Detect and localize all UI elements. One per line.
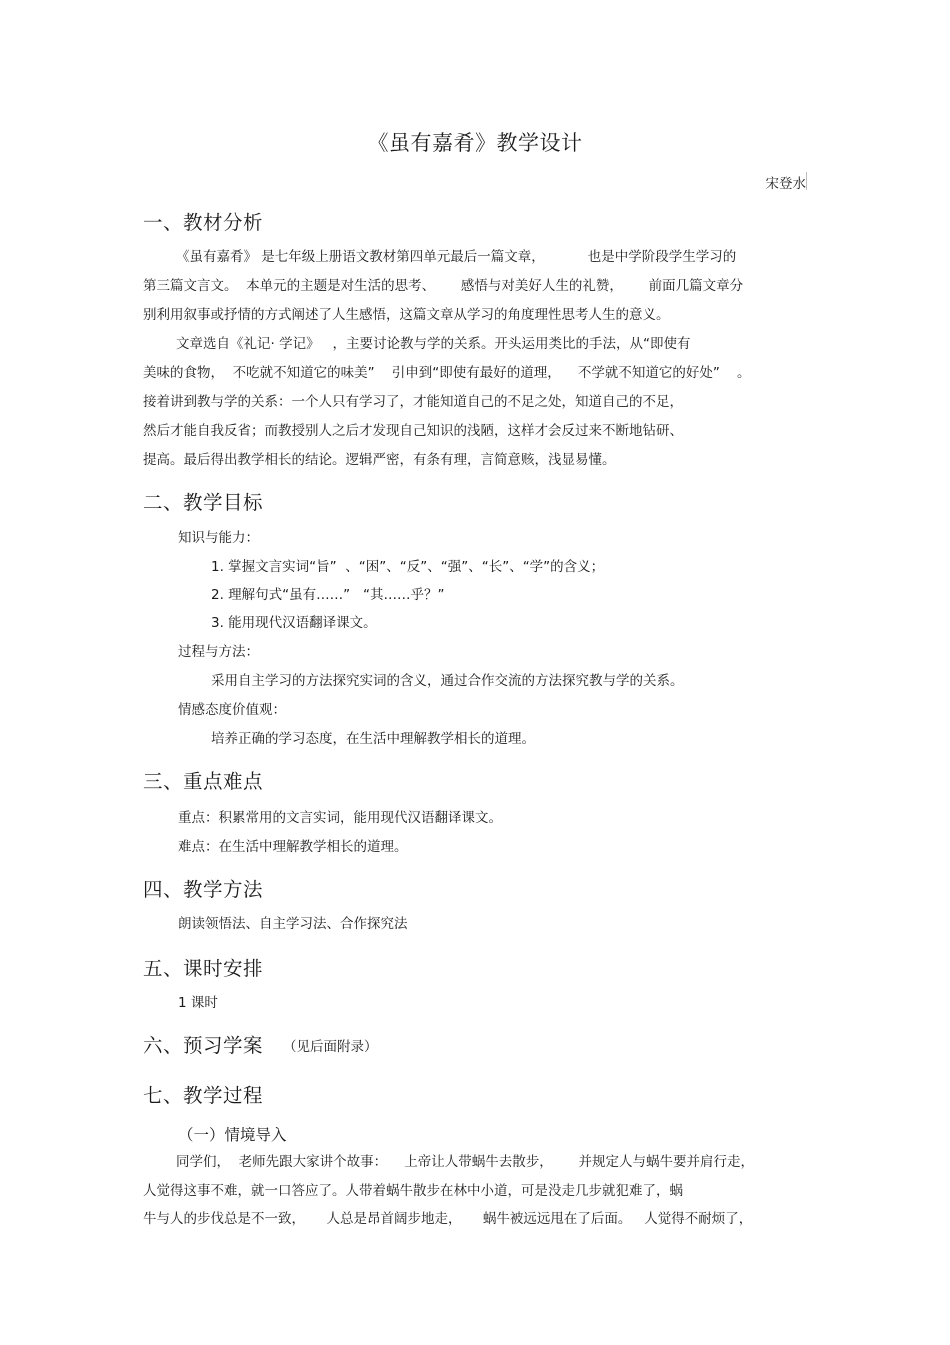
author-name: 宋登水 <box>765 176 806 192</box>
appendix-note: （见后面附录） <box>283 1039 378 1055</box>
objective-text: 培养正确的学习态度，在生活中理解教学相长的道理。 <box>211 731 535 747</box>
paragraph-line: 《虽有嘉肴》 是七年级上册语文教材第四单元最后一篇文章， 也是中学阶段学生学习的 <box>176 249 737 265</box>
paragraph-line: 文章选自《礼记· 学记》 ，主要讨论教与学的关系。开头运用类比的手法，从“即使有 <box>176 336 691 352</box>
paragraph-line: 然后才能自我反省；而教授别人之后才发现自己知识的浅陋，这样才会反过来不断地钻研、 <box>143 423 683 439</box>
divider <box>806 172 807 190</box>
paragraph-line: 别利用叙事或抒情的方式阐述了人生感悟，这篇文章从学习的角度理性思考人生的意义。 <box>143 307 670 323</box>
section-heading-2: 二、教学目标 <box>143 491 264 514</box>
section-heading-5: 五、课时安排 <box>143 957 264 980</box>
objective-item: 1. 掌握文言实词“旨” 、“困”、“反”、“强”、“长”、“学”的含义； <box>211 559 605 575</box>
section-heading-4: 四、教学方法 <box>143 878 264 901</box>
paragraph-line: 美味的食物， 不吃就不知道它的味美” 引申到“即使有最好的道理， 不学就不知道它的好处” 。 <box>143 365 751 381</box>
objective-label: 知识与能力： <box>178 530 259 546</box>
section-heading-3: 三、重点难点 <box>143 770 264 793</box>
teaching-methods: 朗读领悟法、自主学习法、合作探究法 <box>178 916 408 932</box>
section-heading-1: 一、教材分析 <box>143 211 264 234</box>
paragraph-line: 牛与人的步伐总是不一致， 人总是昂首阔步地走， 蜗牛被远远甩在了后面。 人觉得不耐烦了， <box>143 1211 753 1227</box>
objective-item: 3. 能用现代汉语翻译课文。 <box>211 615 377 631</box>
objective-text: 采用自主学习的方法探究实词的含义，通过合作交流的方法探究教与学的关系。 <box>211 673 684 689</box>
document-title: 《虽有嘉肴》教学设计 <box>367 131 583 155</box>
paragraph-line: 第三篇文言文。 本单元的主题是对生活的思考、 感悟与对美好人生的礼赞， 前面几篇文章分 <box>143 278 744 294</box>
paragraph-line: 人觉得这事不难，就一口答应了。人带着蜗牛散步在林中小道，可是没走几步就犯难了，蜗 <box>143 1183 683 1199</box>
objective-label: 情感态度价值观： <box>178 702 286 718</box>
section-heading-7: 七、教学过程 <box>143 1084 264 1107</box>
objective-label: 过程与方法： <box>178 644 259 660</box>
objective-item: 2. 理解句式“虽有……” “其……乎？” <box>211 587 445 603</box>
paragraph-line: 同学们， 老师先跟大家讲个故事： 上帝让人带蜗牛去散步， 并规定人与蜗牛要并肩行走， <box>176 1154 754 1170</box>
difficult-point: 难点：在生活中理解教学相长的道理。 <box>178 839 408 855</box>
subsection-heading: （一）情境导入 <box>178 1126 287 1144</box>
key-point: 重点：积累常用的文言实词，能用现代汉语翻译课文。 <box>178 810 502 826</box>
section-heading-6: 六、预习学案 <box>143 1034 264 1057</box>
paragraph-line: 接着讲到教与学的关系：一个人只有学习了，才能知道自己的不足之处，知道自己的不足， <box>143 394 683 410</box>
class-hours: 1 课时 <box>178 995 218 1011</box>
paragraph-line: 提高。最后得出教学相长的结论。逻辑严密，有条有理，言简意赅，浅显易懂。 <box>143 452 616 468</box>
